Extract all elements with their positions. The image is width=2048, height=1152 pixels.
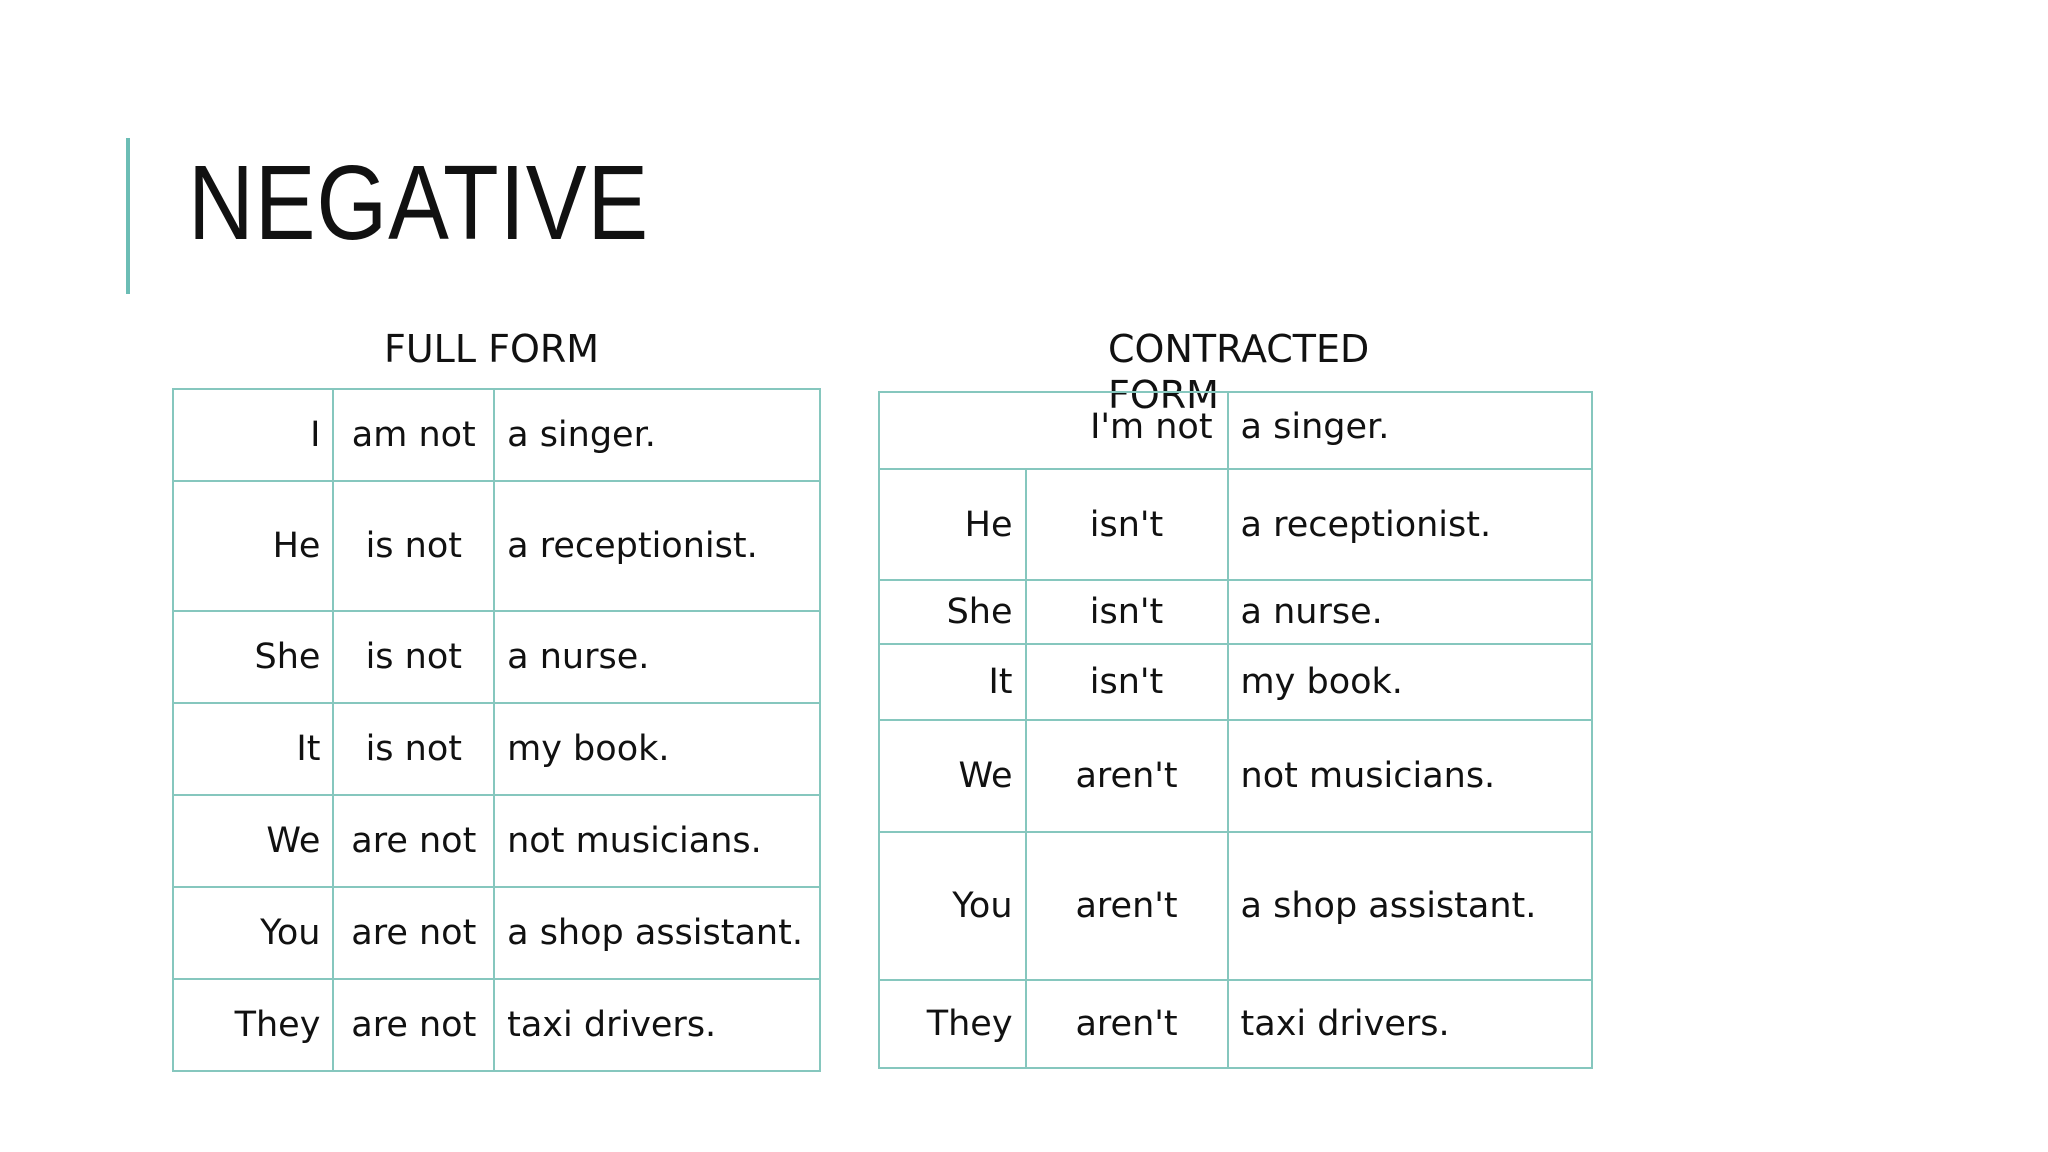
contracted-form-table <box>878 391 1593 1069</box>
complement-cell: a singer. <box>1228 392 1592 469</box>
subject-cell: It <box>173 703 333 795</box>
verb-cell: are not <box>333 979 494 1071</box>
verb-cell: is not <box>333 481 494 611</box>
table-row <box>173 611 820 703</box>
table-row <box>173 795 820 887</box>
table-row <box>879 832 1592 980</box>
complement-cell: a nurse. <box>494 611 820 703</box>
subject-cell: You <box>879 832 1026 980</box>
contracted-form-caption: CONTRACTED FORM <box>1108 327 1370 417</box>
complement-cell: my book. <box>1228 644 1592 720</box>
complement-cell: a shop assistant. <box>1228 832 1592 980</box>
table-row <box>879 469 1592 580</box>
verb-cell: is not <box>333 611 494 703</box>
table-row <box>173 887 820 979</box>
verb-cell: am not <box>333 389 494 481</box>
table-row <box>173 979 820 1071</box>
verb-cell: isn't <box>1026 580 1228 644</box>
table-row <box>879 644 1592 720</box>
verb-cell: is not <box>333 703 494 795</box>
complement-cell: not musicians. <box>1228 720 1592 832</box>
verb-cell: aren't <box>1026 980 1228 1068</box>
subject-cell: We <box>879 720 1026 832</box>
complement-cell: not musicians. <box>494 795 820 887</box>
complement-cell: taxi drivers. <box>1228 980 1592 1068</box>
slide-title: NEGATIVE <box>188 144 650 262</box>
complement-cell: a singer. <box>494 389 820 481</box>
complement-cell: a receptionist. <box>1228 469 1592 580</box>
verb-cell: are not <box>333 795 494 887</box>
full-form-table <box>172 388 821 1072</box>
table-row <box>173 481 820 611</box>
subject-cell: They <box>173 979 333 1071</box>
table-row <box>879 580 1592 644</box>
subject-cell: I <box>173 389 333 481</box>
table-row <box>879 720 1592 832</box>
complement-cell: a shop assistant. <box>494 887 820 979</box>
complement-cell: my book. <box>494 703 820 795</box>
complement-cell: a receptionist. <box>494 481 820 611</box>
verb-cell: are not <box>333 887 494 979</box>
subject-cell: She <box>173 611 333 703</box>
subject-cell: She <box>879 580 1026 644</box>
subject-verb-cell: I'm not <box>879 392 1228 469</box>
subject-cell: You <box>173 887 333 979</box>
table-row <box>173 703 820 795</box>
complement-cell: a nurse. <box>1228 580 1592 644</box>
table-row <box>879 392 1592 469</box>
subject-cell: They <box>879 980 1026 1068</box>
subject-cell: We <box>173 795 333 887</box>
subject-cell: It <box>879 644 1026 720</box>
verb-cell: aren't <box>1026 832 1228 980</box>
table-row <box>173 389 820 481</box>
subject-cell: He <box>879 469 1026 580</box>
subject-cell: He <box>173 481 333 611</box>
table-row <box>879 980 1592 1068</box>
verb-cell: isn't <box>1026 644 1228 720</box>
full-form-caption: FULL FORM <box>384 327 600 371</box>
verb-cell: aren't <box>1026 720 1228 832</box>
complement-cell: taxi drivers. <box>494 979 820 1071</box>
verb-cell: isn't <box>1026 469 1228 580</box>
title-accent-bar <box>126 138 130 294</box>
